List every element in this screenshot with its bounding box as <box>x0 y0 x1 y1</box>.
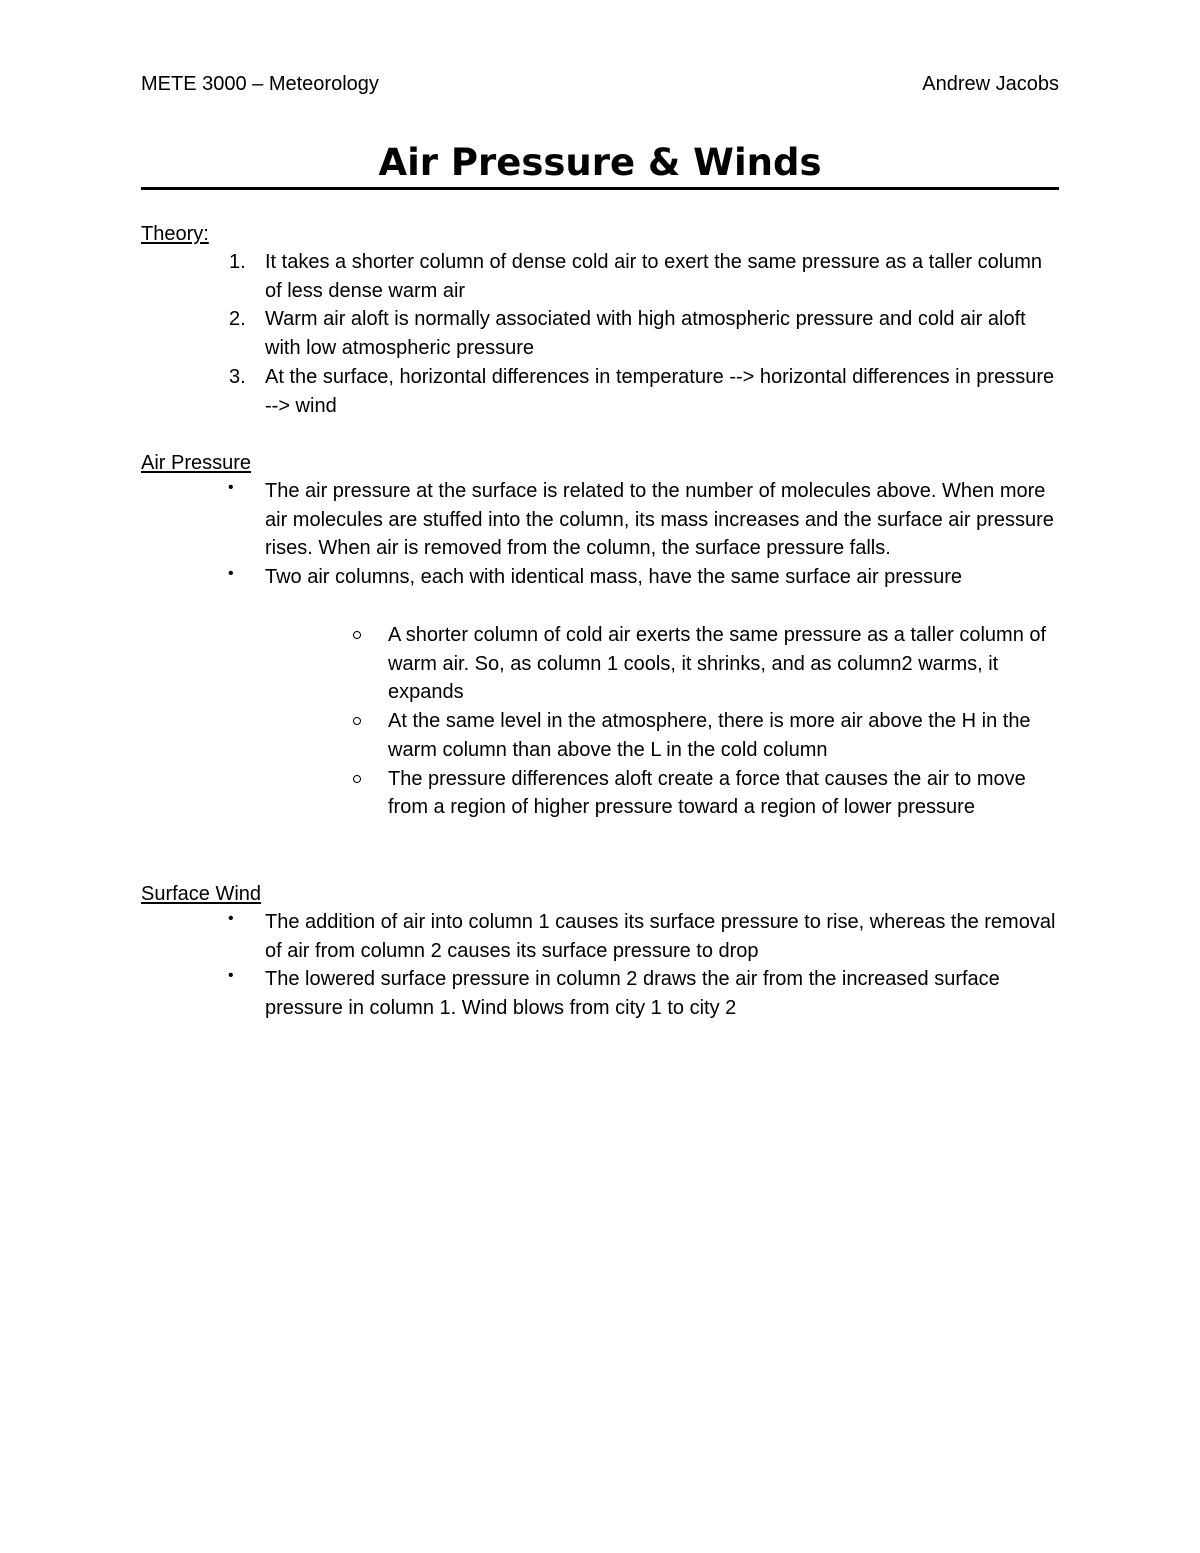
bullet-icon: • <box>228 479 234 496</box>
list-item <box>0 765 1060 822</box>
title-divider <box>141 187 1059 190</box>
list-item-text: The lowered surface pressure in column 2 draws the air from the increased surface pressure in column 1. Wind blows from city 1 to city 2 <box>265 968 1000 1020</box>
list-item <box>0 305 1060 362</box>
author-header: Andrew Jacobs <box>922 73 1059 95</box>
list-item <box>0 908 1060 965</box>
list-number: 3. <box>229 365 246 388</box>
list-item <box>0 621 1060 707</box>
list-item <box>0 563 1060 592</box>
theory-heading: Theory: <box>141 223 209 245</box>
list-item <box>0 248 1060 305</box>
page-title: Air Pressure & Winds <box>378 141 822 184</box>
list-item-text: Two air columns, each with identical mass, have the same surface air pressure <box>265 566 962 589</box>
list-item-text: The addition of air into column 1 causes its surface pressure to rise, whereas the removal of air from column 2 causes its surface pressure to drop <box>265 911 1056 962</box>
list-item-text: At the same level in the atmosphere, there is more air above the H in the warm column than above the L in the cold column <box>388 710 1031 761</box>
air-pressure-heading: Air Pressure <box>141 452 252 474</box>
hollow-circle-bullet-icon <box>353 775 361 783</box>
air-pressure-list <box>0 477 1060 592</box>
list-number: 2. <box>229 308 246 331</box>
surface-wind-list <box>0 908 1060 1023</box>
list-item-text: At the surface, horizontal differences in temperature --> horizontal differences in pressure --> wind <box>265 365 1055 417</box>
list-item <box>0 477 1060 563</box>
list-item-text: The air pressure at the surface is related to the number of molecules above. When more air molecules are stuffed into the column, its mass increases and the surface air pressure rises. When air is removed from the column, the surface pressure falls. <box>265 480 1054 560</box>
air-pressure-sublist <box>0 621 1060 822</box>
bullet-icon: • <box>228 910 234 927</box>
list-item-text: A shorter column of cold air exerts the same pressure as a taller column of warm air. So, as column 1 cools, it shrinks, and as column2 warms, it expands <box>388 624 1047 704</box>
course-header: METE 3000 – Meteorology <box>141 73 379 95</box>
bullet-icon: • <box>228 565 234 583</box>
hollow-circle-bullet-icon <box>353 631 361 639</box>
list-item <box>0 965 1060 1022</box>
list-item-text: The pressure differences aloft create a force that causes the air to move from a region of higher pressure toward a region of lower pressure <box>388 767 1026 819</box>
theory-list <box>0 248 1060 420</box>
surface-wind-heading: Surface Wind <box>141 883 262 905</box>
list-number: 1. <box>229 251 246 273</box>
list-item <box>0 707 1060 764</box>
hollow-circle-bullet-icon <box>353 717 361 725</box>
bullet-icon: • <box>228 967 234 985</box>
list-item <box>0 363 1060 420</box>
list-item-text: It takes a shorter column of dense cold air to exert the same pressure as a taller column of less dense warm air <box>265 251 1043 302</box>
list-item-text: Warm air aloft is normally associated with high atmospheric pressure and cold air aloft with low atmospheric pressure <box>265 308 1026 360</box>
